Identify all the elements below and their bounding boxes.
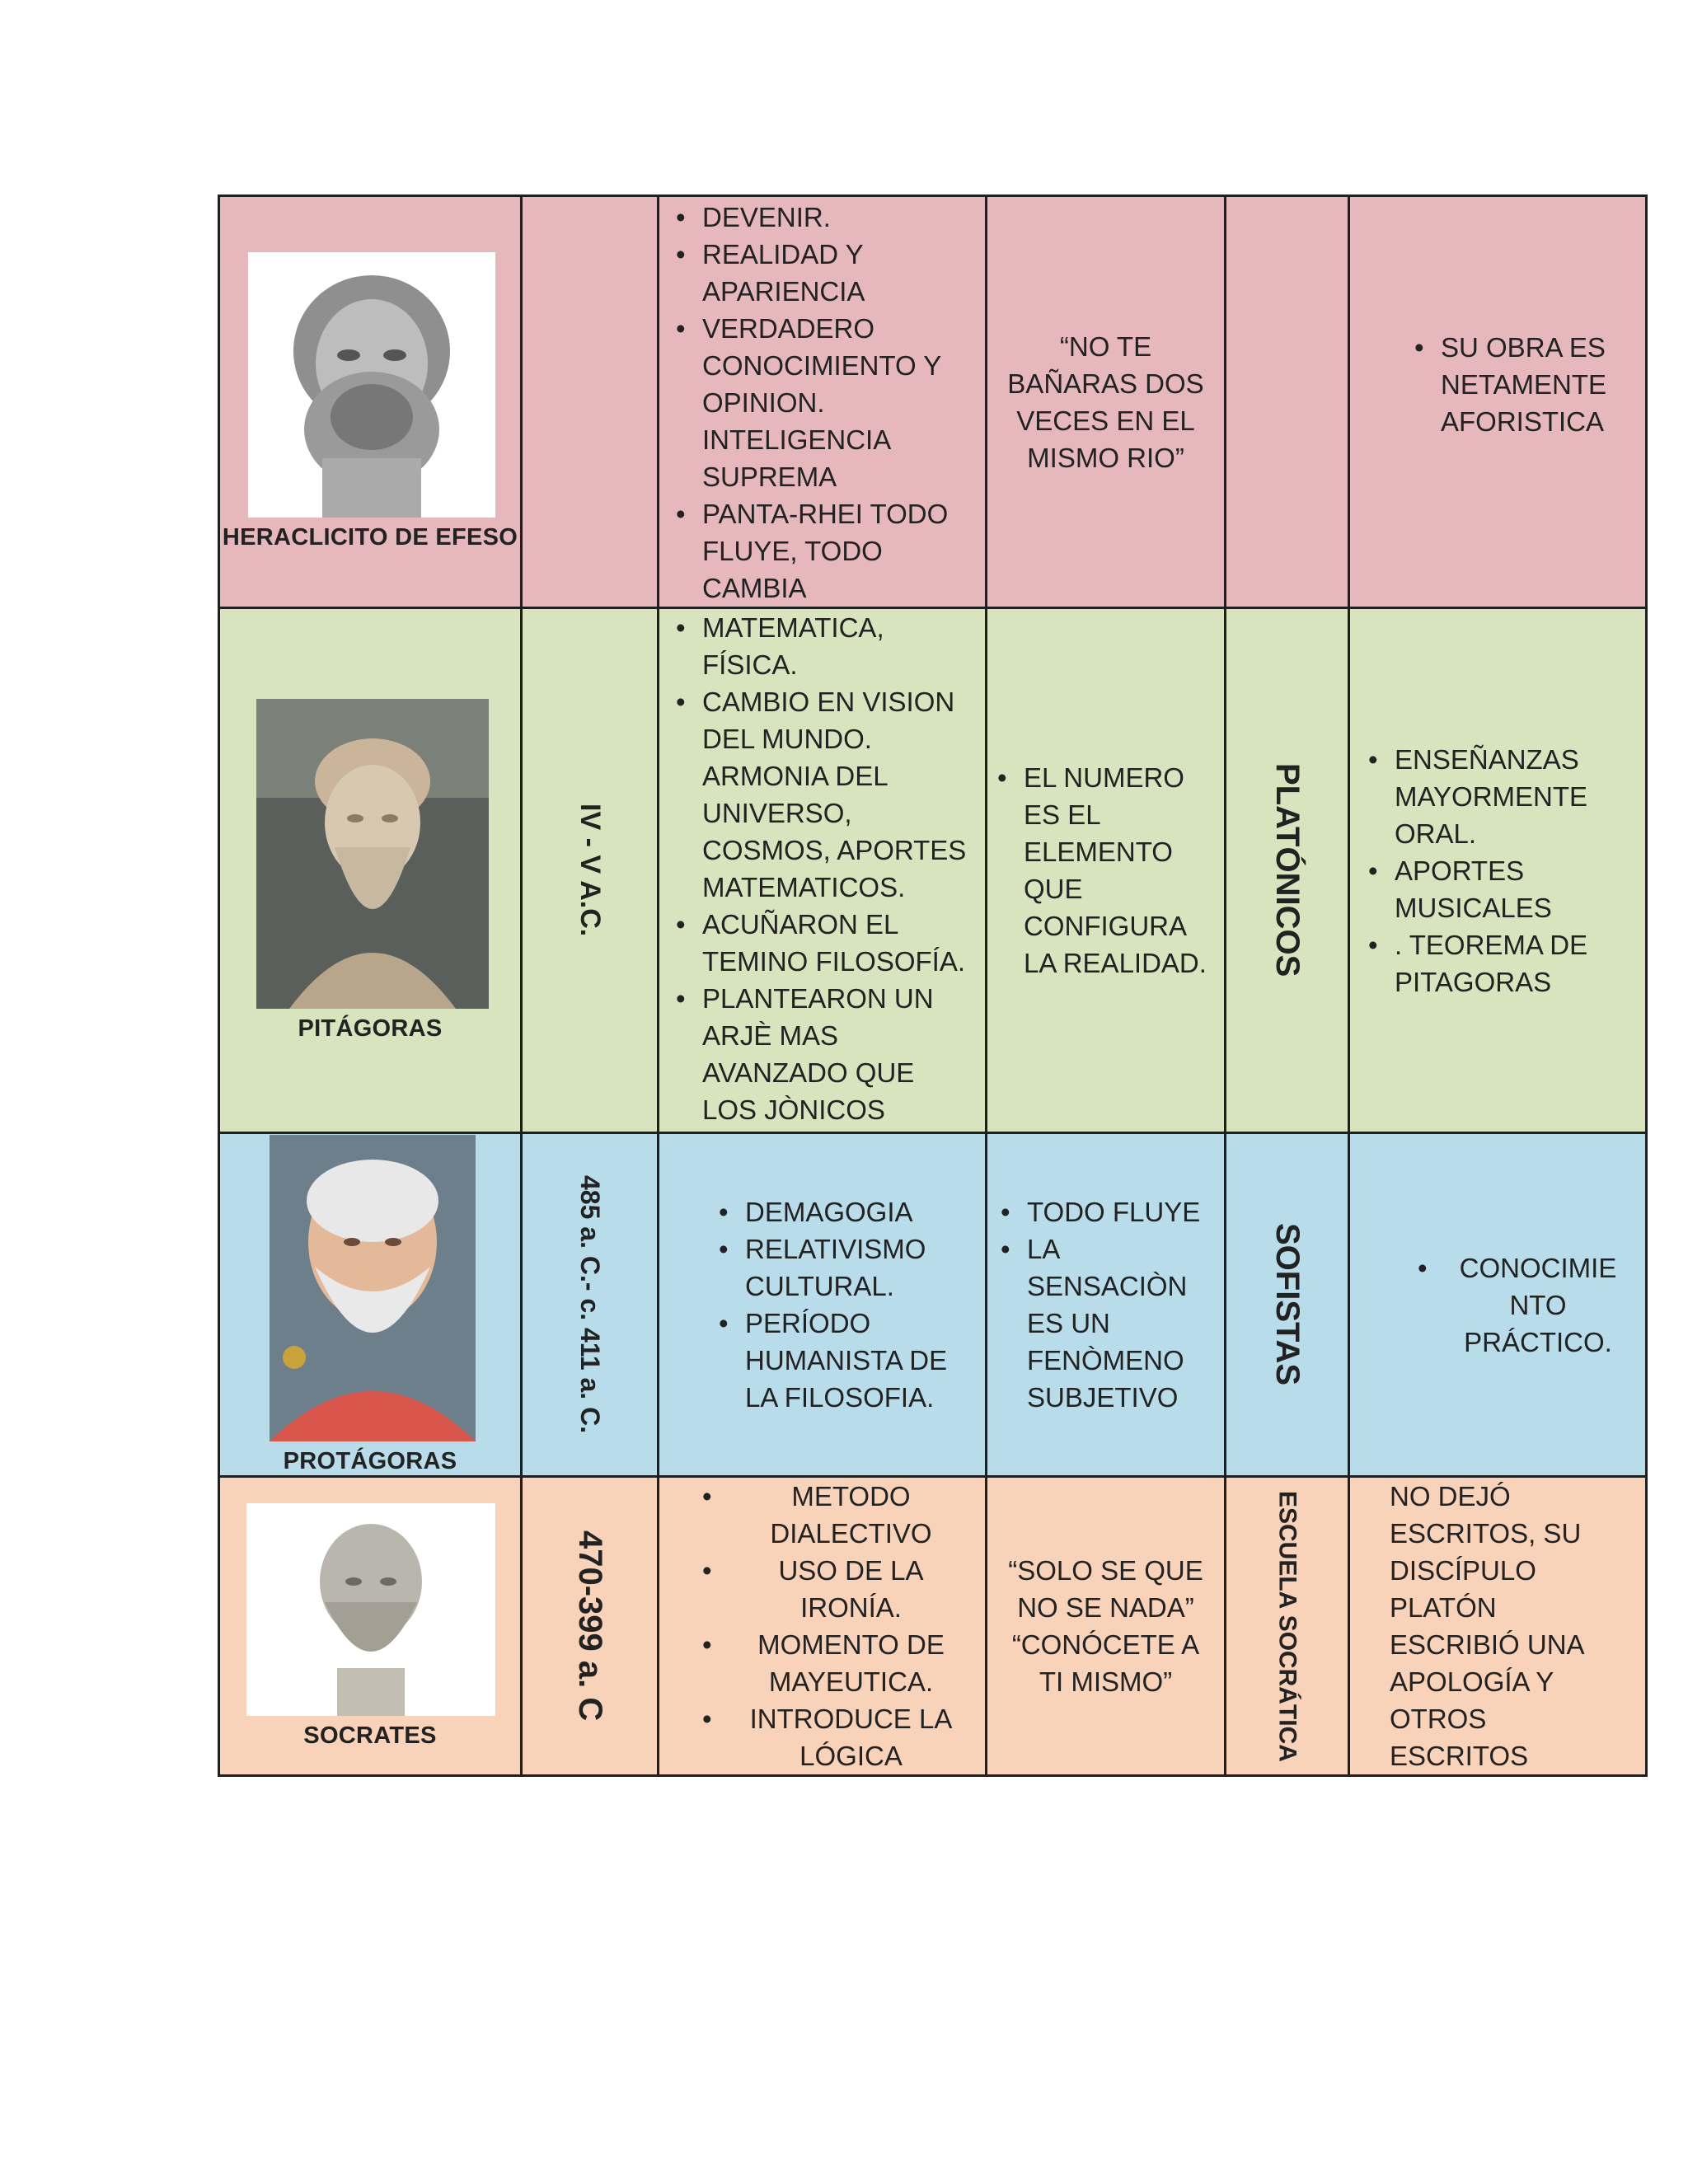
notes-list bbox=[1350, 741, 1645, 1001]
period-cell bbox=[522, 1477, 659, 1776]
ideas-cell bbox=[659, 196, 987, 608]
philosopher-name: PITÁGORAS bbox=[298, 1015, 443, 1042]
philosopher-name: HERACLICITO DE EFESO bbox=[222, 524, 518, 551]
ideas-list bbox=[659, 609, 985, 1128]
list-item: • LA SENSACIÒN ES UN FENÒMENO SUBJETIVO bbox=[999, 1230, 1216, 1416]
protagoras-portrait bbox=[270, 1135, 476, 1441]
notes-cell bbox=[1349, 1477, 1647, 1776]
list-item: • . TEOREMA DE PITAGORAS bbox=[1367, 926, 1632, 1001]
notes-text: NO DEJÓ ESCRITOS, SU DISCÍPULO PLATÓN ESCRIBIÓ UNA APOLOGÍA Y OTROS ESCRITOS bbox=[1390, 1481, 1583, 1771]
table-row bbox=[219, 608, 1647, 1133]
ideas-list bbox=[659, 1478, 985, 1774]
ideas-list bbox=[659, 1193, 985, 1416]
school-cell bbox=[1226, 1477, 1349, 1776]
quote-text: • EL NUMERO ES EL ELEMENTO QUE CONFIGURA LA REALIDAD. bbox=[996, 759, 1216, 982]
list-item: • CONOCIMIE NTO PRÁCTICO. bbox=[1416, 1249, 1632, 1361]
notes-list bbox=[1350, 197, 1645, 440]
period-cell bbox=[522, 196, 659, 608]
list-item: • MATEMATICA, FÍSICA. bbox=[674, 609, 973, 683]
philosophers-table bbox=[218, 194, 1648, 1777]
list-item: • CAMBIO EN VISION DEL MUNDO. ARMONIA DEL UNIVERSO, COSMOS, APORTES MATEMATICOS. bbox=[674, 683, 973, 906]
quote-cell bbox=[987, 196, 1226, 608]
quote-text: “CONÓCETE A TI MISMO” bbox=[1011, 1629, 1200, 1697]
heraclitus-portrait bbox=[248, 252, 495, 518]
school-text: SOFISTAS bbox=[1269, 1223, 1306, 1386]
ideas-list bbox=[659, 197, 985, 607]
list-item: • PANTA-RHEI TODO FLUYE, TODO CAMBIA bbox=[674, 495, 973, 607]
list-item: • INTRODUCE LA LÓGICA bbox=[701, 1700, 973, 1774]
notes-cell bbox=[1349, 196, 1647, 608]
table-row bbox=[219, 196, 1647, 608]
school-cell bbox=[1226, 1133, 1349, 1477]
ideas-cell bbox=[659, 1477, 987, 1776]
list-item: • MOMENTO DE MAYEUTICA. bbox=[701, 1626, 973, 1700]
period-cell bbox=[522, 608, 659, 1133]
period-text: 485 a. C.- c. 411 a. C. bbox=[575, 1175, 605, 1434]
list-item: • TODO FLUYE bbox=[999, 1193, 1216, 1230]
notes-cell bbox=[1349, 1133, 1647, 1477]
notes-cell bbox=[1349, 608, 1647, 1133]
philosopher-name: PROTÁGORAS bbox=[283, 1447, 457, 1474]
table-row bbox=[219, 1133, 1647, 1477]
school-cell bbox=[1226, 608, 1349, 1133]
list-item: • APORTES MUSICALES bbox=[1367, 852, 1632, 926]
list-item: • DEMAGOGIA bbox=[717, 1193, 973, 1230]
list-item: • USO DE LA IRONÍA. bbox=[701, 1552, 973, 1626]
list-item: • ACUÑARON EL TEMINO FILOSOFÍA. bbox=[674, 906, 973, 980]
list-item: • VERDADERO CONOCIMIENTO Y OPINION. INTELIGENCIA SUPREMA bbox=[674, 310, 973, 495]
table-row bbox=[219, 1477, 1647, 1776]
quote-cell bbox=[987, 608, 1226, 1133]
list-item: • RELATIVISMO CULTURAL. bbox=[717, 1230, 973, 1305]
list-item: • REALIDAD Y APARIENCIA bbox=[674, 236, 973, 310]
quote-cell bbox=[987, 1477, 1226, 1776]
quote-cell bbox=[987, 1133, 1226, 1477]
list-item: • SU OBRA ES NETAMENTE AFORISTICA bbox=[1413, 329, 1632, 440]
list-item: • METODO DIALECTIVO bbox=[701, 1478, 973, 1552]
socrates-portrait bbox=[246, 1503, 495, 1716]
quote-text: “SOLO SE QUE NO SE NADA” bbox=[1008, 1555, 1203, 1623]
pythagoras-portrait bbox=[256, 699, 489, 1009]
quote-list bbox=[987, 759, 1224, 982]
ideas-cell bbox=[659, 1133, 987, 1477]
philosopher-cell bbox=[219, 196, 522, 608]
list-item: • ENSEÑANZAS MAYORMENTE ORAL. bbox=[1367, 741, 1632, 852]
list-item: • PLANTEARON UN ARJÈ MAS AVANZADO QUE LOS JÒNICOS bbox=[674, 980, 973, 1128]
period-cell bbox=[522, 1133, 659, 1477]
philosopher-cell bbox=[219, 1133, 522, 1477]
philosopher-name: SOCRATES bbox=[303, 1722, 437, 1749]
notes-list bbox=[1350, 1249, 1645, 1361]
list-item: • DEVENIR. bbox=[674, 199, 973, 236]
school-text: PLATÓNICOS bbox=[1269, 763, 1306, 977]
philosopher-cell bbox=[219, 1477, 522, 1776]
list-item: • PERÍODO HUMANISTA DE LA FILOSOFIA. bbox=[717, 1305, 973, 1416]
ideas-cell bbox=[659, 608, 987, 1133]
philosopher-cell bbox=[219, 608, 522, 1133]
period-text: 470-399 a. C bbox=[572, 1530, 608, 1722]
school-cell bbox=[1226, 196, 1349, 608]
quote-text: “NO TE BAÑARAS DOS VECES EN EL MISMO RIO” bbox=[1007, 330, 1204, 473]
quote-list bbox=[987, 1193, 1224, 1416]
school-text: ESCUELA SOCRÁTICA bbox=[1273, 1490, 1301, 1762]
period-text: IV - V A.C. bbox=[574, 804, 606, 937]
